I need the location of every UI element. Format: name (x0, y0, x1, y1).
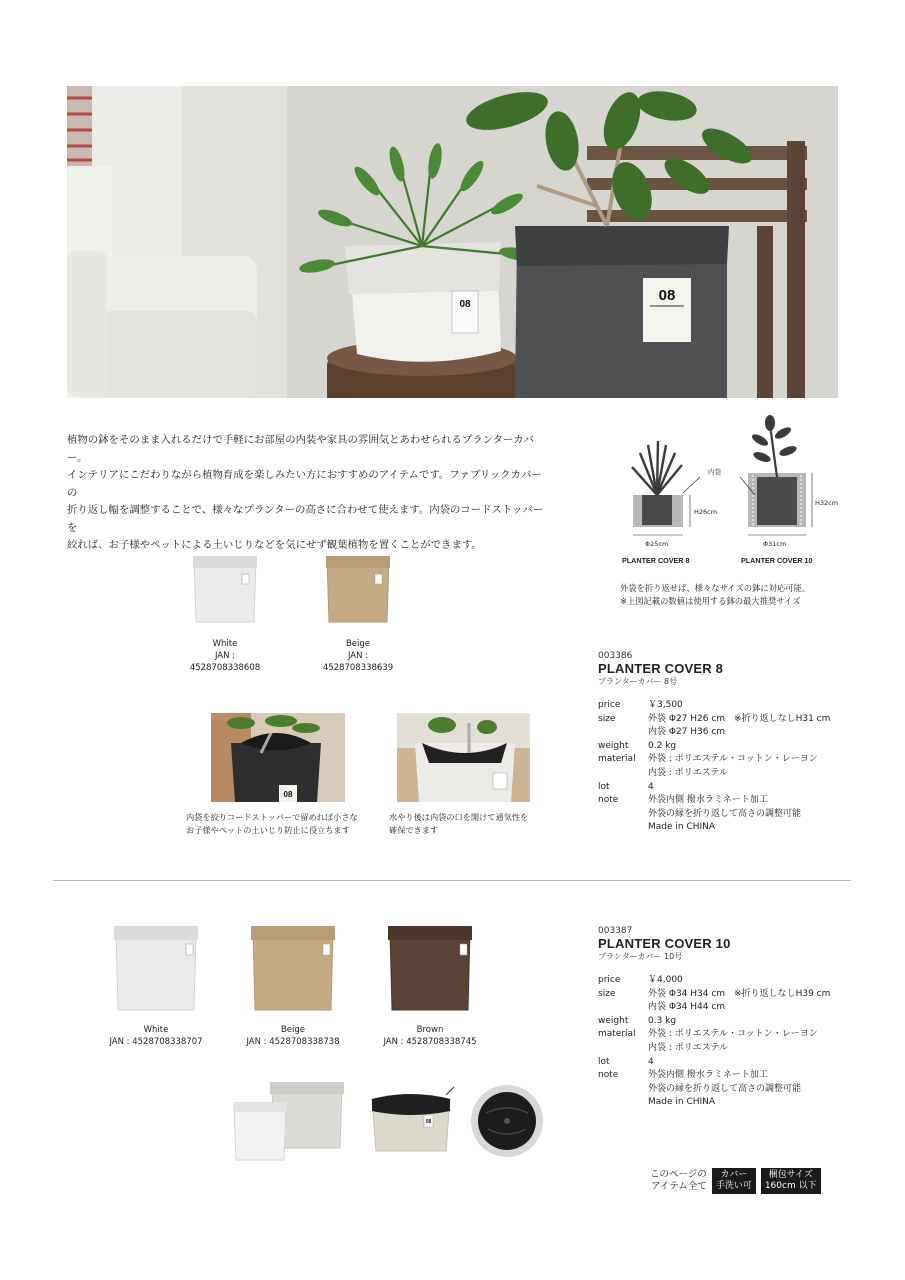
diagram-note-line-2: ※上図記載の数値は使用する鉢の最大推奨サイズ (620, 596, 801, 606)
swatch-10-brown-jan: JAN : 4528708338745 (383, 1037, 477, 1047)
photo-note-1-line-2: お子様やペットの土いじり防止に役立ちます (186, 825, 350, 835)
spec-row (598, 1069, 858, 1110)
spec-row (598, 781, 858, 795)
spec-row (598, 1028, 858, 1055)
photo-inner-bag (368, 1085, 456, 1157)
photo-top-view (466, 1083, 548, 1159)
swatch-10-white (108, 922, 204, 1047)
photo-note-2-line-2: 確保できます (389, 825, 439, 835)
bag-white-icon (180, 550, 270, 630)
swatch-10-brown-name: Brown (416, 1025, 444, 1035)
product-10-name: PLANTER COVER 10 (598, 936, 731, 951)
photo-size-comparison-illustration (230, 1080, 345, 1162)
photo-drawstring-illustration (211, 713, 345, 802)
product-8-info (598, 651, 858, 835)
intro-line-1: 植物の鉢をそのまま入れるだけで手軽にお部屋の内装や家具の雰囲気とあわせられるプランターカバー。 (67, 434, 534, 464)
intro-line-4: 絞れば、お子様やペットによる土いじりなどを気にせず観葉植物を置くことができます。 (67, 539, 482, 551)
swatch-8-white-jan: JAN : 4528708338608 (189, 651, 261, 673)
product-8-specs (598, 699, 858, 835)
product-8-name: PLANTER COVER 8 (598, 661, 724, 676)
spec-value: 外袋内側 撥水ラミネート加工 外袋の縁を折り返して高さの調整可能 Made in CHINA (648, 795, 802, 833)
product-10-info (598, 926, 858, 1110)
spec-key: size (598, 988, 616, 999)
inner-bag-tag: 08 (425, 1119, 432, 1125)
swatch-8-white-name: White (212, 639, 238, 649)
photo-open-illustration (397, 713, 530, 802)
spec-key: note (598, 1070, 619, 1081)
spec-row (598, 974, 858, 988)
bag-beige-icon (313, 550, 403, 630)
swatch-8-beige-jan: JAN : 4528708338639 (322, 651, 394, 673)
intro-line-3: 折り返し幅を調整することで、様々なプランターの高さに合わせて使えます。内袋のコードストッパーを (67, 504, 544, 534)
diagram-cover10-height: H32cm (815, 499, 839, 507)
photo-note-2 (389, 811, 528, 837)
photo-top-view-illustration (466, 1083, 548, 1159)
section-divider (53, 880, 851, 881)
spec-row (598, 740, 858, 754)
spec-key: lot (598, 781, 610, 792)
diagram-note (620, 582, 860, 608)
footer-caption-line-2: アイテム全て (651, 1181, 707, 1192)
photo-size-comparison (230, 1080, 345, 1162)
bag-brown-icon (382, 922, 478, 1014)
swatch-8-white (180, 550, 270, 673)
swatch-10-beige-name: Beige (280, 1025, 306, 1035)
package-size-badge-line-2: 160cm 以下 (764, 1181, 817, 1191)
intro-line-2: インテリアにこだわりながら植物育成を楽しみたい方におすすめのアイテムです。ファブリックカバーの (67, 469, 542, 499)
diagram-cover8-height: H26cm (694, 508, 718, 516)
package-size-badge (761, 1168, 821, 1194)
product-10-name-jp: プランターカバー 10号 (598, 952, 683, 961)
spec-value: 0.3 kg (648, 1015, 677, 1026)
diagram-inner-label: 内袋 (708, 468, 721, 476)
bag-beige-icon (245, 922, 341, 1014)
spec-key: weight (598, 740, 629, 751)
photo-tag: 08 (283, 790, 293, 799)
spec-row (598, 713, 858, 740)
footer-caption (650, 1169, 707, 1193)
spec-value: 外袋 Φ34 H34 cm ※折り返しなしH39 cm 内袋 Φ34 H44 cm (648, 988, 831, 1013)
spec-value: 4 (648, 1056, 654, 1067)
spec-row (598, 1015, 858, 1029)
footer-badges (650, 1168, 821, 1194)
spec-value: 外袋 : ポリエステル・コットン・レーヨン 内袋 : ポリエステル (648, 1029, 818, 1053)
spec-row (598, 1056, 858, 1070)
spec-row (598, 794, 858, 835)
photo-open (397, 713, 530, 802)
diagram-note-line-1: 外袋を折り返せば、様々なサイズの鉢に対応可能。 (620, 583, 811, 593)
diagram-cover10-title: PLANTER COVER 10 (741, 556, 813, 565)
package-size-badge-line-1: 梱包サイズ (768, 1170, 813, 1180)
diagram-cover8-title: PLANTER COVER 8 (622, 556, 690, 565)
hero-tag-2: 08 (658, 287, 676, 304)
spec-key: material (598, 754, 636, 765)
hand-wash-badge-line-1: カバー (720, 1170, 748, 1180)
size-diagram-illustration (600, 415, 860, 575)
spec-value: ￥4,000 (648, 975, 683, 985)
spec-value: 0.2 kg (648, 740, 677, 751)
spec-value: 4 (648, 781, 654, 792)
spec-key: lot (598, 1056, 610, 1067)
diagram-cover8-diameter: Φ25cm (645, 540, 669, 548)
product-10-specs (598, 974, 858, 1110)
swatch-8-beige-name: Beige (345, 639, 371, 649)
photo-inner-bag-illustration (368, 1085, 456, 1157)
swatch-10-beige-jan: JAN : 4528708338738 (246, 1037, 340, 1047)
spec-key: weight (598, 1015, 629, 1026)
photo-note-1-line-1: 内袋を絞りコードストッパーで留めれば小さな (186, 812, 358, 822)
hero-illustration (67, 86, 838, 398)
swatch-10-white-jan: JAN : 4528708338707 (109, 1037, 203, 1047)
bag-white-icon (108, 922, 204, 1014)
spec-value: 外袋内側 撥水ラミネート加工 外袋の縁を折り返して高さの調整可能 Made in CHINA (648, 1070, 802, 1108)
hand-wash-badge (712, 1168, 756, 1194)
product-10-code: 003387 (598, 926, 633, 936)
spec-key: price (598, 975, 621, 985)
photo-drawstring (211, 713, 345, 802)
product-8-name-jp: プランターカバー 8号 (598, 677, 678, 686)
photo-note-2-line-1: 水やり後は内袋の口を開けて通気性を (389, 812, 529, 822)
spec-key: material (598, 1029, 636, 1040)
swatch-8-beige (313, 550, 403, 673)
swatch-10-brown (382, 922, 478, 1047)
photo-note-1 (186, 811, 358, 837)
spec-value: 外袋 Φ27 H26 cm ※折り返しなしH31 cm 内袋 Φ27 H36 cm (648, 713, 831, 738)
swatch-10-white-name: White (143, 1025, 169, 1035)
size-diagram (600, 415, 860, 615)
hand-wash-badge-line-2: 手洗い可 (715, 1181, 752, 1191)
product-8-code: 003386 (598, 651, 633, 661)
spec-row (598, 753, 858, 780)
spec-key: size (598, 713, 616, 724)
spec-value: 外袋 : ポリエステル・コットン・レーヨン 内袋 : ポリエステル (648, 754, 818, 778)
hero-tag-1: 08 (459, 299, 471, 310)
spec-key: price (598, 700, 621, 710)
spec-value: ￥3,500 (648, 700, 683, 710)
diagram-cover10-diameter: Φ31cm (763, 540, 787, 548)
swatch-10-beige (245, 922, 341, 1047)
spec-key: note (598, 795, 619, 806)
hero-photo (67, 86, 838, 398)
spec-row (598, 988, 858, 1015)
footer-caption-line-1: このページの (650, 1169, 707, 1180)
intro-text (67, 432, 547, 555)
spec-row (598, 699, 858, 713)
